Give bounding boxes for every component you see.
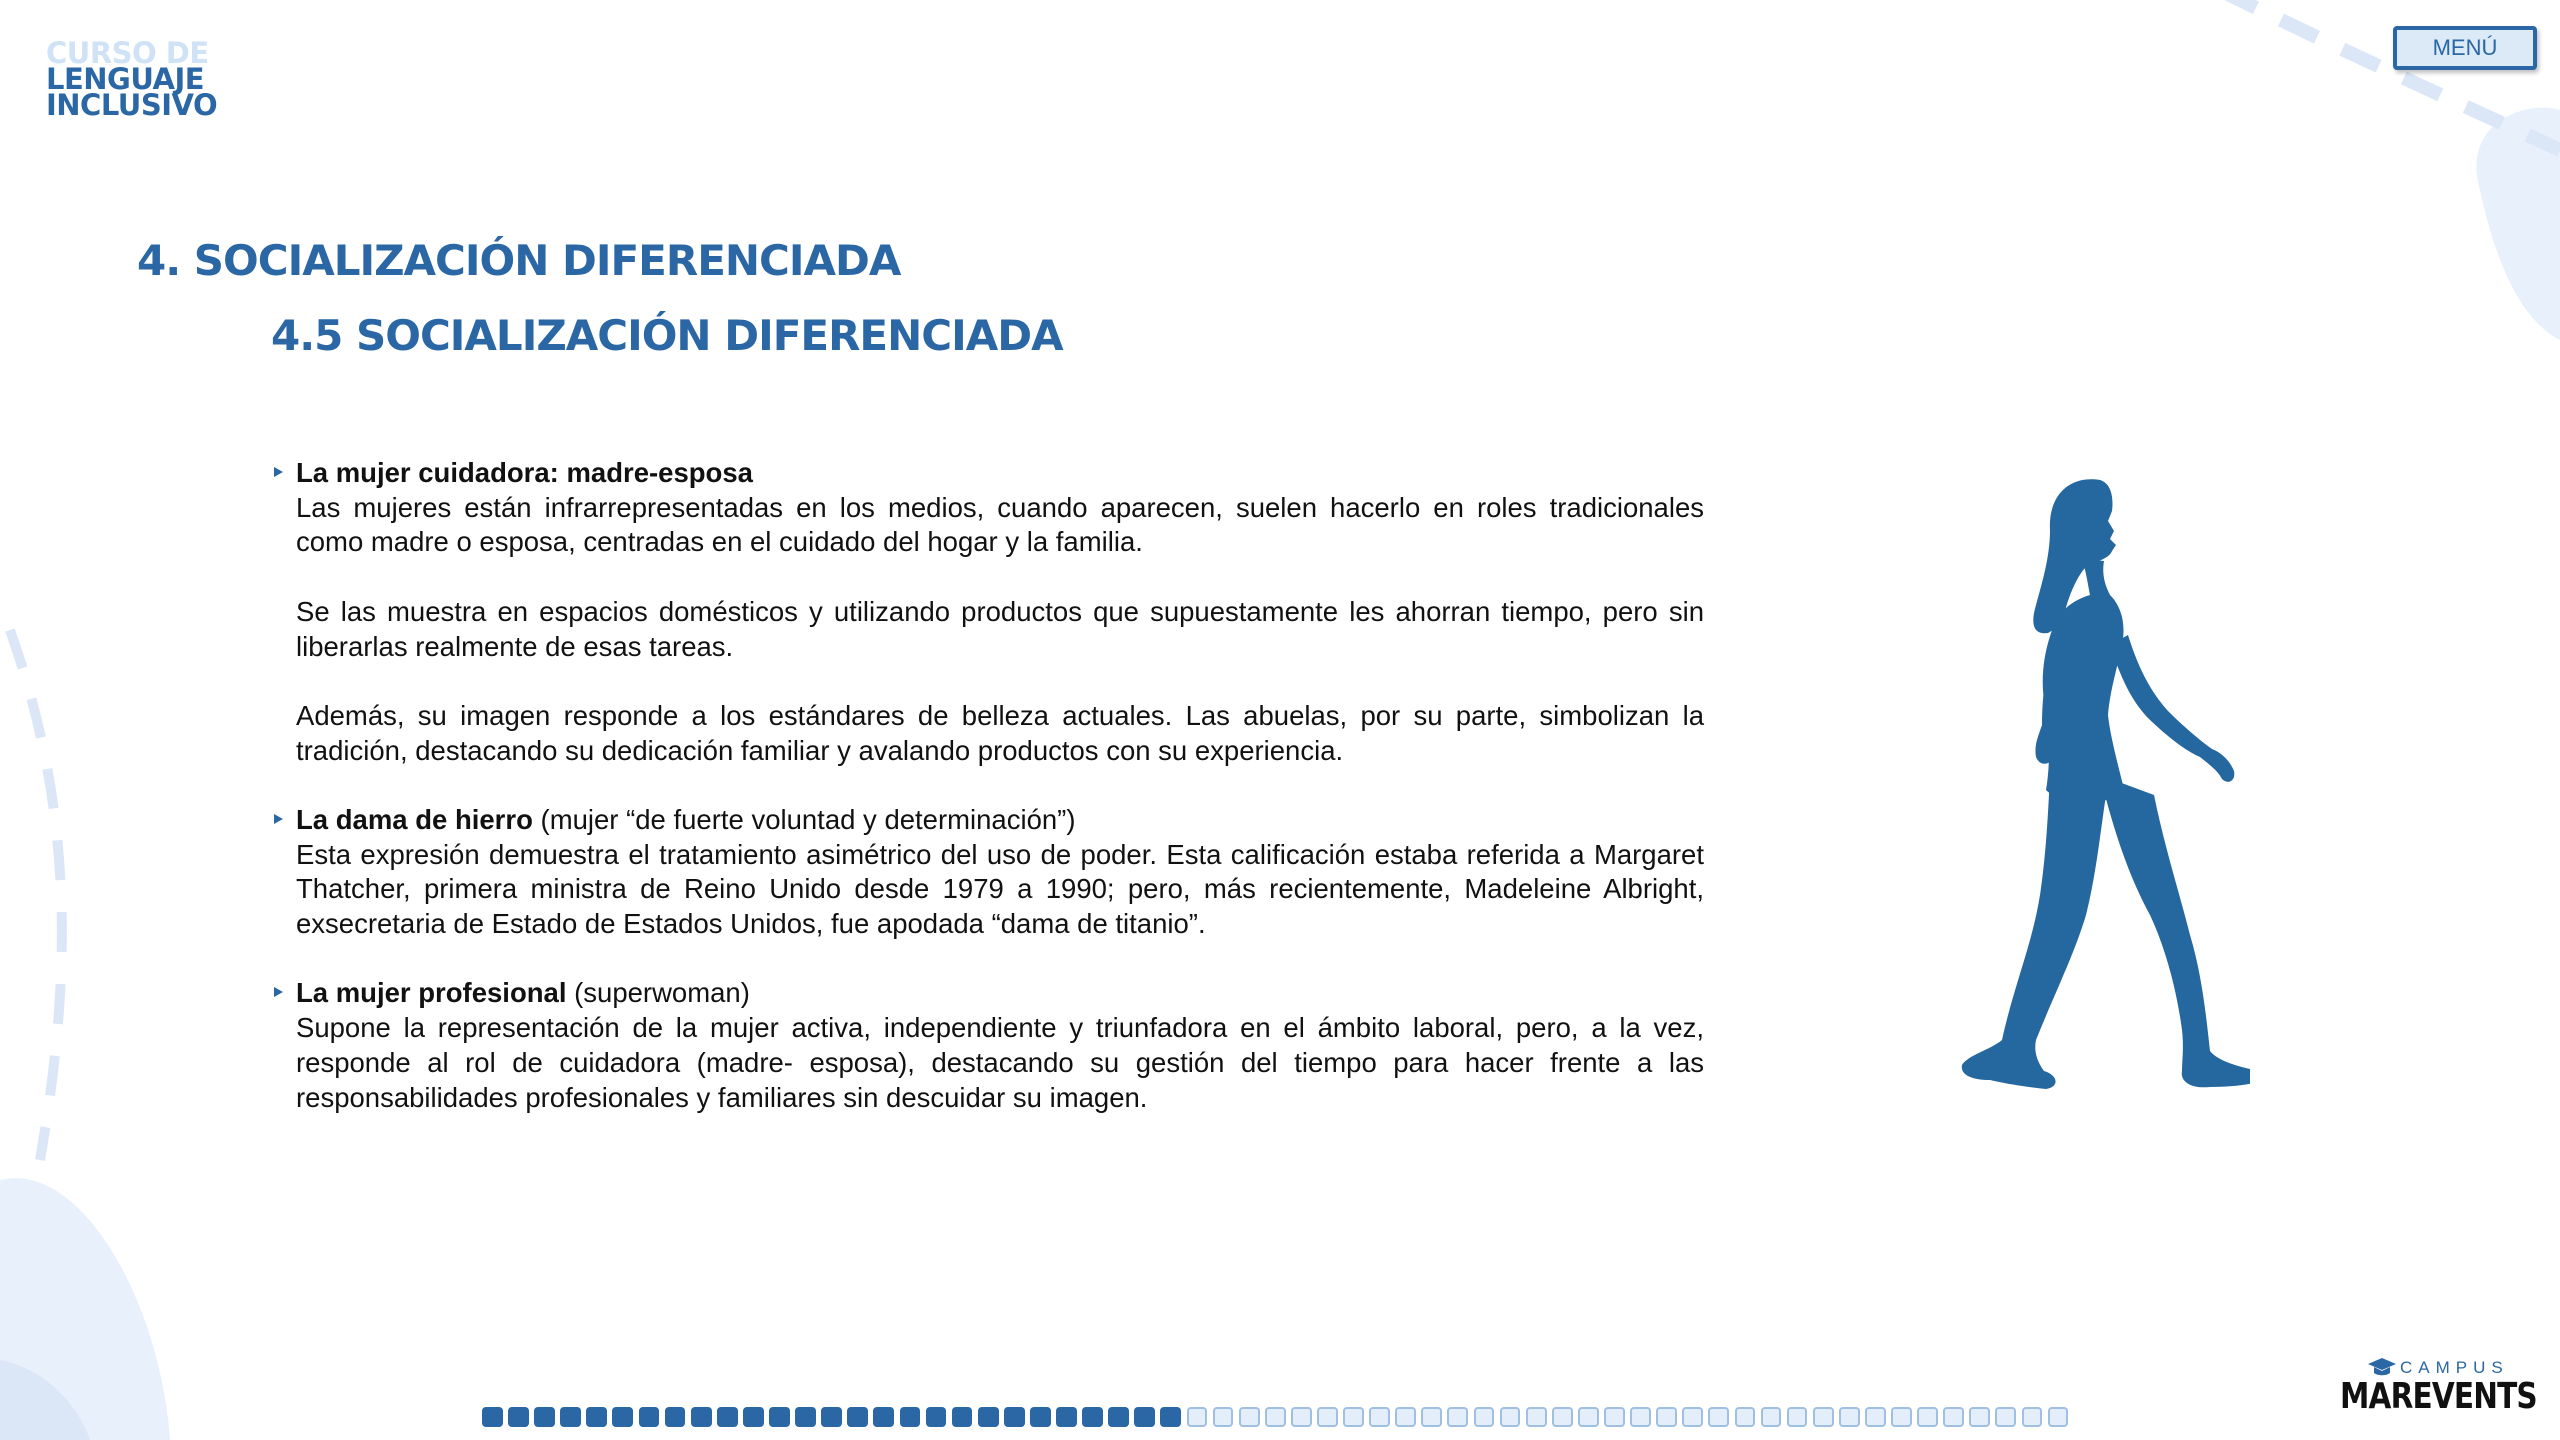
- course-logo: [46, 36, 218, 122]
- progress-step[interactable]: [612, 1407, 633, 1427]
- progress-step[interactable]: [743, 1407, 764, 1427]
- progress-step[interactable]: [1735, 1407, 1756, 1427]
- progress-step[interactable]: [2048, 1407, 2069, 1427]
- progress-step[interactable]: [795, 1407, 816, 1427]
- progress-step[interactable]: [1004, 1407, 1025, 1427]
- progress-step[interactable]: [534, 1407, 555, 1427]
- progress-step[interactable]: [1474, 1407, 1495, 1427]
- progress-step[interactable]: [1447, 1407, 1468, 1427]
- progress-step[interactable]: [1421, 1407, 1442, 1427]
- progress-step[interactable]: [1160, 1407, 1181, 1427]
- logo-line-3: INCLUSIVO: [46, 88, 218, 122]
- progress-step[interactable]: [1656, 1407, 1677, 1427]
- logo-line-1: CURSO DE: [46, 36, 209, 70]
- progress-step[interactable]: [847, 1407, 868, 1427]
- progress-step[interactable]: [1969, 1407, 1990, 1427]
- bullet-arrow-icon: [274, 467, 283, 477]
- progress-step[interactable]: [1682, 1407, 1703, 1427]
- progress-step[interactable]: [1839, 1407, 1860, 1427]
- bullet-heading-note: (mujer “de fuerte voluntad y determinación”): [532, 803, 1076, 835]
- progress-step[interactable]: [1317, 1407, 1338, 1427]
- bullet-iron-lady: [296, 803, 1704, 942]
- progress-step[interactable]: [1526, 1407, 1547, 1427]
- section-title: 4. SOCIALIZACIÓN DIFERENCIADA: [137, 236, 901, 285]
- progress-step[interactable]: [1187, 1407, 1208, 1427]
- subsection-title: 4.5 SOCIALIZACIÓN DIFERENCIADA: [271, 311, 1063, 360]
- progress-step[interactable]: [1265, 1407, 1286, 1427]
- progress-step[interactable]: [1813, 1407, 1834, 1427]
- progress-step[interactable]: [1604, 1407, 1625, 1427]
- progress-bar: [482, 1407, 2068, 1427]
- progress-step[interactable]: [1578, 1407, 1599, 1427]
- progress-step[interactable]: [769, 1407, 790, 1427]
- paragraph: Las mujeres están infrarrepresentadas en los medios, cuando aparecen, suelen hacerlo en roles tradicionales como madre o esposa, centradas en el cuidado del hogar y la familia.: [296, 491, 1704, 558]
- progress-step[interactable]: [1630, 1407, 1651, 1427]
- logo-line-2: LENGUAJE: [46, 62, 205, 96]
- progress-step[interactable]: [1108, 1407, 1129, 1427]
- progress-step[interactable]: [639, 1407, 660, 1427]
- progress-step[interactable]: [873, 1407, 894, 1427]
- progress-step[interactable]: [1239, 1407, 1260, 1427]
- bullet-heading: La mujer cuidadora: madre-esposa: [296, 457, 753, 488]
- progress-step[interactable]: [586, 1407, 607, 1427]
- progress-step[interactable]: [1761, 1407, 1782, 1427]
- paragraph: Supone la representación de la mujer activa, independiente y triunfadora en el ámbito laboral, pero, a la vez, responde al rol de cuidadora (madre- esposa), destacando su gestión del tiempo para hacer frente a las responsabilidades profesionales y familiares sin descuidar su imagen.: [296, 1012, 1704, 1113]
- progress-step[interactable]: [1056, 1407, 1077, 1427]
- progress-step[interactable]: [952, 1407, 973, 1427]
- bullet-arrow-icon: [274, 814, 283, 824]
- graduation-cap-icon: [2368, 1358, 2396, 1378]
- progress-step[interactable]: [2022, 1407, 2043, 1427]
- progress-step[interactable]: [900, 1407, 921, 1427]
- progress-step[interactable]: [1291, 1407, 1312, 1427]
- bullet-heading: La mujer profesional: [296, 977, 567, 1009]
- progress-step[interactable]: [1943, 1407, 1964, 1427]
- bullet-heading-note: (superwoman): [566, 977, 750, 1009]
- content-body: [296, 456, 1704, 1115]
- progress-step[interactable]: [1552, 1407, 1573, 1427]
- progress-step[interactable]: [1787, 1407, 1808, 1427]
- bullet-arrow-icon: [274, 987, 283, 997]
- progress-step[interactable]: [1369, 1407, 1390, 1427]
- progress-step[interactable]: [1865, 1407, 1886, 1427]
- progress-step[interactable]: [1500, 1407, 1521, 1427]
- progress-step[interactable]: [978, 1407, 999, 1427]
- background-decoration-left: [0, 600, 200, 1440]
- progress-step[interactable]: [508, 1407, 529, 1427]
- progress-step[interactable]: [1995, 1407, 2016, 1427]
- walking-woman-icon: [1950, 475, 2250, 1095]
- progress-step[interactable]: [1343, 1407, 1364, 1427]
- bullet-heading: La dama de hierro: [296, 803, 533, 835]
- progress-step[interactable]: [1213, 1407, 1234, 1427]
- campus-marevents-logo: [2340, 1356, 2540, 1416]
- progress-step[interactable]: [821, 1407, 842, 1427]
- progress-step[interactable]: [1082, 1407, 1103, 1427]
- brand-name: MAREVENTS: [2340, 1376, 2537, 1417]
- progress-step[interactable]: [1030, 1407, 1051, 1427]
- progress-step[interactable]: [1395, 1407, 1416, 1427]
- paragraph: Esta expresión demuestra el tratamiento asimétrico del uso de poder. Esta calificación estaba referida a Margaret Thatcher, primera ministra de Reino Unido desde 1979 a 1990; pero, más recientemente, Madeleine Albright, exsecretaria de Estado de Estados Unidos, fue apodada “dama de titanio”.: [296, 838, 1704, 940]
- brand-campus-label: CAMPUS: [2400, 1358, 2509, 1377]
- progress-step[interactable]: [926, 1407, 947, 1427]
- paragraph: Se las muestra en espacios domésticos y utilizando productos que supuestamente les ahorran tiempo, pero sin liberarlas realmente de esas tareas.: [296, 595, 1704, 662]
- progress-step[interactable]: [1134, 1407, 1155, 1427]
- progress-step[interactable]: [1917, 1407, 1938, 1427]
- bullet-caregiver: [296, 456, 1704, 768]
- progress-step[interactable]: [560, 1407, 581, 1427]
- progress-step[interactable]: [717, 1407, 738, 1427]
- progress-step[interactable]: [665, 1407, 686, 1427]
- bullet-professional-woman: [296, 976, 1704, 1115]
- progress-step[interactable]: [1708, 1407, 1729, 1427]
- progress-step[interactable]: [482, 1407, 503, 1427]
- menu-button[interactable]: MENÚ: [2393, 26, 2537, 70]
- progress-step[interactable]: [1891, 1407, 1912, 1427]
- paragraph: Además, su imagen responde a los estándares de belleza actuales. Las abuelas, por su parte, simbolizan la tradición, destacando su dedicación familiar y avalando productos con su experiencia.: [296, 699, 1704, 766]
- progress-step[interactable]: [691, 1407, 712, 1427]
